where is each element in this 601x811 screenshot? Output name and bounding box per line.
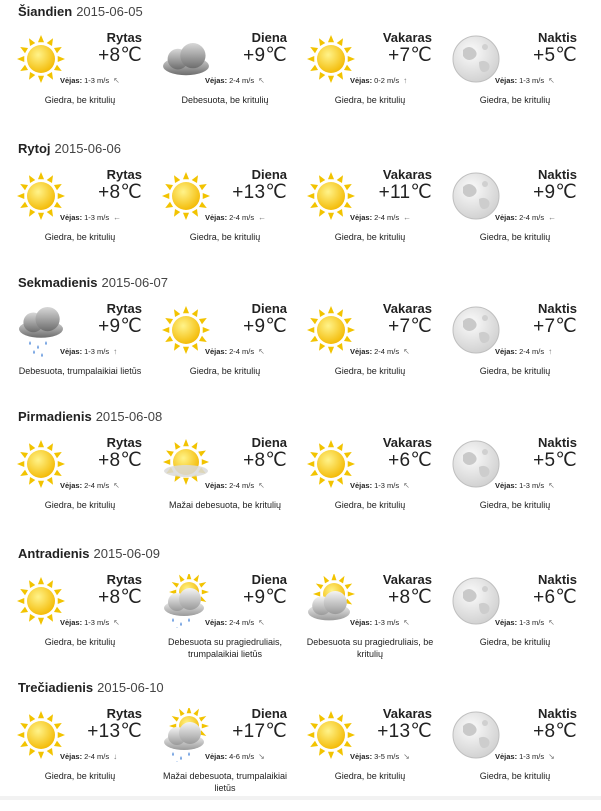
wind-label: Vėjas:: [205, 76, 228, 85]
sun-shape: [162, 172, 210, 220]
day-name: Sekmadienis: [18, 275, 98, 290]
weather-description: Giedra, be kritulių: [44, 771, 116, 781]
day-block: [0, 0, 601, 135]
day-title: [18, 546, 160, 561]
wind-speed: 1-3 m/s: [84, 76, 110, 85]
period-name: Rytas: [106, 572, 142, 587]
wind-info: [350, 76, 407, 85]
wind-speed: 3-5 m/s: [374, 752, 400, 761]
temperature: +9℃: [98, 316, 142, 337]
wind-direction-arrow: ↑: [113, 347, 118, 356]
day-name: Rytoj: [18, 141, 51, 156]
period-name: Diena: [251, 706, 287, 721]
sun-shape: [17, 172, 65, 220]
wind-info: [350, 213, 411, 222]
rain-shape: [172, 752, 190, 762]
weather-description: Giedra, be kritulių: [479, 771, 551, 781]
temperature: +9℃: [243, 316, 287, 337]
wind-label: Vėjas:: [205, 481, 228, 490]
period-name: Diena: [251, 30, 287, 45]
day-date: 2015-06-05: [76, 4, 143, 19]
wind-speed: 1-3 m/s: [84, 213, 110, 222]
moon-shape: [453, 36, 499, 82]
wind-label: Vėjas:: [350, 347, 373, 356]
wind-label: Vėjas:: [350, 213, 373, 222]
wind-label: Vėjas:: [205, 752, 228, 761]
wind-label: Vėjas:: [205, 618, 228, 627]
forecast-period: [8, 28, 152, 128]
wind-label: Vėjas:: [350, 752, 373, 761]
wind-info: [350, 752, 410, 761]
forecast-period: [443, 165, 587, 265]
wind-info: [60, 347, 117, 356]
wind-direction-arrow: ↖: [113, 618, 120, 627]
sun-shape: [307, 172, 355, 220]
weather-description: Giedra, be kritulių: [334, 232, 406, 242]
wind-label: Vėjas:: [350, 618, 373, 627]
day-title: [18, 680, 164, 695]
wind-label: Vėjas:: [60, 618, 83, 627]
wind-speed: 2-4 m/s: [229, 76, 255, 85]
wind-direction-arrow: ↖: [403, 347, 410, 356]
day-block: [0, 405, 601, 540]
period-name: Naktis: [537, 435, 577, 450]
temperature: +8℃: [98, 450, 142, 471]
wind-label: Vėjas:: [495, 213, 518, 222]
temperature: +5℃: [533, 450, 577, 471]
moon-shape: [453, 578, 499, 624]
wind-direction-arrow: ↖: [548, 481, 555, 490]
wind-label: Vėjas:: [495, 618, 518, 627]
wind-speed: 2-4 m/s: [519, 213, 545, 222]
wind-speed: 2-4 m/s: [519, 347, 545, 356]
wind-speed: 2-4 m/s: [84, 752, 110, 761]
forecast-period: [8, 433, 152, 533]
period-name: Rytas: [106, 706, 142, 721]
weather-description: Giedra, be kritulių: [189, 232, 261, 242]
forecast-period: [298, 433, 442, 533]
wind-direction-arrow: ←: [258, 213, 267, 222]
wind-speed: 1-3 m/s: [84, 618, 110, 627]
sun-shape: [17, 440, 65, 488]
forecast-period: [298, 165, 442, 265]
sun-shape: [17, 711, 65, 759]
forecast-period: [443, 299, 587, 399]
temperature: +8℃: [98, 45, 142, 66]
wind-speed: 1-3 m/s: [519, 76, 545, 85]
wind-direction-arrow: ↖: [113, 481, 120, 490]
period-name: Naktis: [537, 30, 577, 45]
temperature: +7℃: [388, 45, 432, 66]
day-date: 2015-06-09: [93, 546, 161, 561]
day-title: [18, 141, 121, 156]
wind-speed: 1-3 m/s: [374, 618, 400, 627]
forecast-period: [153, 299, 297, 399]
period-name: Rytas: [106, 435, 142, 450]
wind-info: [60, 618, 120, 627]
day-name: Pirmadienis: [18, 409, 92, 424]
wind-speed: 4-6 m/s: [229, 752, 255, 761]
weather-description: Giedra, be kritulių: [334, 95, 406, 105]
temperature: +8℃: [98, 587, 142, 608]
forecast-period: [443, 704, 587, 804]
wind-speed: 2-4 m/s: [229, 618, 255, 627]
wind-info: [495, 618, 555, 627]
forecast-period: [8, 570, 152, 670]
wind-direction-arrow: ↑: [548, 347, 553, 356]
wind-direction-arrow: ←: [548, 213, 557, 222]
weather-description: Giedra, be kritulių: [44, 95, 116, 105]
forecast-period: [298, 28, 442, 128]
period-name: Vakaras: [382, 167, 432, 182]
sun-shape: [307, 35, 355, 83]
period-name: Rytas: [106, 30, 142, 45]
temperature: +9℃: [533, 182, 577, 203]
sun-shape: [17, 577, 65, 625]
sun-shape: [17, 35, 65, 83]
moon-shape: [453, 307, 499, 353]
wind-speed: 2-4 m/s: [229, 213, 255, 222]
weather-description: Debesuota su pragiedruliais, be kritulių: [306, 637, 434, 659]
weather-description: Giedra, be kritulių: [334, 771, 406, 781]
wind-direction-arrow: ↖: [258, 618, 265, 627]
wind-direction-arrow: ↘: [258, 752, 265, 761]
weather-description: Giedra, be kritulių: [44, 637, 116, 647]
forecast-period: [153, 704, 297, 804]
wind-info: [350, 481, 410, 490]
weather-description: Giedra, be kritulių: [479, 95, 551, 105]
temperature: +5℃: [533, 45, 577, 66]
sun-shape: [162, 306, 210, 354]
forecast-period: [153, 165, 297, 265]
period-name: Naktis: [537, 301, 577, 316]
wind-info: [60, 481, 120, 490]
temperature: +8℃: [243, 450, 287, 471]
wind-info: [350, 347, 410, 356]
day-date: 2015-06-08: [95, 409, 163, 424]
moon-shape: [453, 441, 499, 487]
weather-description: Giedra, be kritulių: [189, 366, 261, 376]
wind-label: Vėjas:: [60, 76, 83, 85]
wind-label: Vėjas:: [350, 481, 373, 490]
temperature: +9℃: [243, 45, 287, 66]
wind-direction-arrow: ↓: [113, 752, 118, 761]
wind-info: [60, 76, 120, 85]
period-name: Vakaras: [382, 435, 432, 450]
sun-shape: [307, 440, 355, 488]
wind-info: [205, 347, 265, 356]
wind-speed: 1-3 m/s: [519, 752, 545, 761]
wind-direction-arrow: ↑: [403, 76, 408, 85]
temperature: +13℃: [377, 721, 432, 742]
wind-label: Vėjas:: [350, 76, 373, 85]
weather-description: Giedra, be kritulių: [44, 232, 116, 242]
weather-description: Giedra, be kritulių: [479, 500, 551, 510]
weather-description: Debesuota su pragiedruliais, trumpalaikiai lietūs: [167, 637, 283, 659]
temperature: +13℃: [87, 721, 142, 742]
weather-description: Mažai debesuota, be kritulių: [168, 500, 282, 510]
weather-description: Debesuota, trumpalaikiai lietūs: [18, 366, 142, 376]
wind-label: Vėjas:: [495, 481, 518, 490]
day-title: [18, 4, 143, 19]
weather-description: Giedra, be kritulių: [479, 366, 551, 376]
wind-label: Vėjas:: [205, 213, 228, 222]
wind-label: Vėjas:: [495, 752, 518, 761]
wind-label: Vėjas:: [205, 347, 228, 356]
forecast-period: [443, 28, 587, 128]
temperature: +6℃: [388, 450, 432, 471]
day-block: [0, 137, 601, 272]
temperature: +9℃: [243, 587, 287, 608]
period-name: Rytas: [106, 301, 142, 316]
forecast-period: [8, 165, 152, 265]
wind-label: Vėjas:: [60, 481, 83, 490]
wind-speed: 2-4 m/s: [229, 347, 255, 356]
forecast-period: [8, 704, 152, 804]
day-name: Antradienis: [18, 546, 90, 561]
wind-info: [495, 76, 555, 85]
day-name: Trečiadienis: [18, 680, 94, 695]
temperature: +8℃: [533, 721, 577, 742]
weather-description: Giedra, be kritulių: [479, 232, 551, 242]
forecast-period: [153, 570, 297, 670]
wind-direction-arrow: ←: [113, 213, 122, 222]
wind-info: [205, 76, 265, 85]
wind-info: [495, 481, 555, 490]
forecast-period: [443, 570, 587, 670]
wind-direction-arrow: ↖: [548, 618, 555, 627]
cloud-shape: [308, 591, 350, 620]
day-name: Šiandien: [18, 4, 73, 19]
wind-direction-arrow: ↖: [258, 481, 265, 490]
weather-description: Giedra, be kritulių: [334, 366, 406, 376]
wind-speed: 2-4 m/s: [84, 481, 110, 490]
period-name: Rytas: [106, 167, 142, 182]
period-name: Vakaras: [382, 572, 432, 587]
day-date: 2015-06-06: [54, 141, 121, 156]
wind-info: [60, 213, 121, 222]
wind-direction-arrow: ↖: [403, 481, 410, 490]
wind-speed: 1-3 m/s: [374, 481, 400, 490]
sun-shape: [307, 306, 355, 354]
temperature: +8℃: [98, 182, 142, 203]
temperature: +13℃: [232, 182, 287, 203]
forecast-period: [443, 433, 587, 533]
period-name: Diena: [251, 301, 287, 316]
day-title: [18, 275, 168, 290]
wind-info: [205, 752, 265, 761]
wind-info: [495, 752, 555, 761]
cloud-shape: [163, 43, 209, 75]
cloud-shape: [19, 307, 63, 338]
day-block: [0, 271, 601, 406]
wind-direction-arrow: ↖: [403, 618, 410, 627]
wind-speed: 2-4 m/s: [374, 347, 400, 356]
moon-shape: [453, 173, 499, 219]
wind-direction-arrow: ↖: [258, 347, 265, 356]
forecast-period: [8, 299, 152, 399]
weather-description: Debesuota, be kritulių: [181, 95, 269, 105]
rain-shape: [172, 618, 190, 628]
day-block: [0, 542, 601, 677]
period-name: Diena: [251, 435, 287, 450]
wind-label: Vėjas:: [60, 347, 83, 356]
wind-label: Vėjas:: [60, 752, 83, 761]
period-name: Naktis: [537, 572, 577, 587]
period-name: Vakaras: [382, 30, 432, 45]
temperature: +6℃: [533, 587, 577, 608]
wind-speed: 1-3 m/s: [519, 481, 545, 490]
period-name: Vakaras: [382, 706, 432, 721]
weather-description: Giedra, be kritulių: [334, 500, 406, 510]
temperature: +7℃: [388, 316, 432, 337]
day-title: [18, 409, 162, 424]
wind-direction-arrow: ↖: [548, 76, 555, 85]
wind-info: [495, 213, 556, 222]
period-name: Diena: [251, 167, 287, 182]
wind-info: [205, 481, 265, 490]
wind-label: Vėjas:: [60, 213, 83, 222]
wind-speed: 0-2 m/s: [374, 76, 400, 85]
wind-info: [205, 618, 265, 627]
wind-direction-arrow: ↘: [403, 752, 410, 761]
haze-shape: [164, 465, 208, 477]
wind-direction-arrow: ←: [403, 213, 412, 222]
period-name: Naktis: [537, 167, 577, 182]
wind-info: [60, 752, 117, 761]
forecast-period: [153, 28, 297, 128]
wind-direction-arrow: ↖: [258, 76, 265, 85]
temperature: +11℃: [378, 182, 432, 203]
temperature: +17℃: [232, 721, 287, 742]
wind-speed: 2-4 m/s: [374, 213, 400, 222]
period-name: Diena: [251, 572, 287, 587]
day-date: 2015-06-07: [101, 275, 168, 290]
forecast-period: [298, 704, 442, 804]
period-name: Naktis: [537, 706, 577, 721]
weather-description: Giedra, be kritulių: [44, 500, 116, 510]
wind-speed: 1-3 m/s: [84, 347, 110, 356]
moon-shape: [453, 712, 499, 758]
weather-description: Mažai debesuota, trumpalaikiai lietūs: [162, 771, 288, 793]
wind-label: Vėjas:: [495, 347, 518, 356]
temperature: +8℃: [388, 587, 432, 608]
wind-info: [205, 213, 266, 222]
wind-speed: 2-4 m/s: [229, 481, 255, 490]
wind-label: Vėjas:: [495, 76, 518, 85]
footer-strip: [0, 796, 601, 800]
day-date: 2015-06-10: [97, 680, 164, 695]
sun-shape: [163, 439, 209, 485]
wind-speed: 1-3 m/s: [519, 618, 545, 627]
day-block: [0, 676, 601, 811]
wind-info: [350, 618, 410, 627]
weather-description: Giedra, be kritulių: [479, 637, 551, 647]
forecast-period: [298, 570, 442, 670]
wind-info: [495, 347, 552, 356]
forecast-period: [298, 299, 442, 399]
sun-shape: [307, 711, 355, 759]
rain-shape: [29, 341, 47, 357]
period-name: Vakaras: [382, 301, 432, 316]
temperature: +7℃: [533, 316, 577, 337]
forecast-period: [153, 433, 297, 533]
wind-direction-arrow: ↖: [113, 76, 120, 85]
wind-direction-arrow: ↘: [548, 752, 555, 761]
